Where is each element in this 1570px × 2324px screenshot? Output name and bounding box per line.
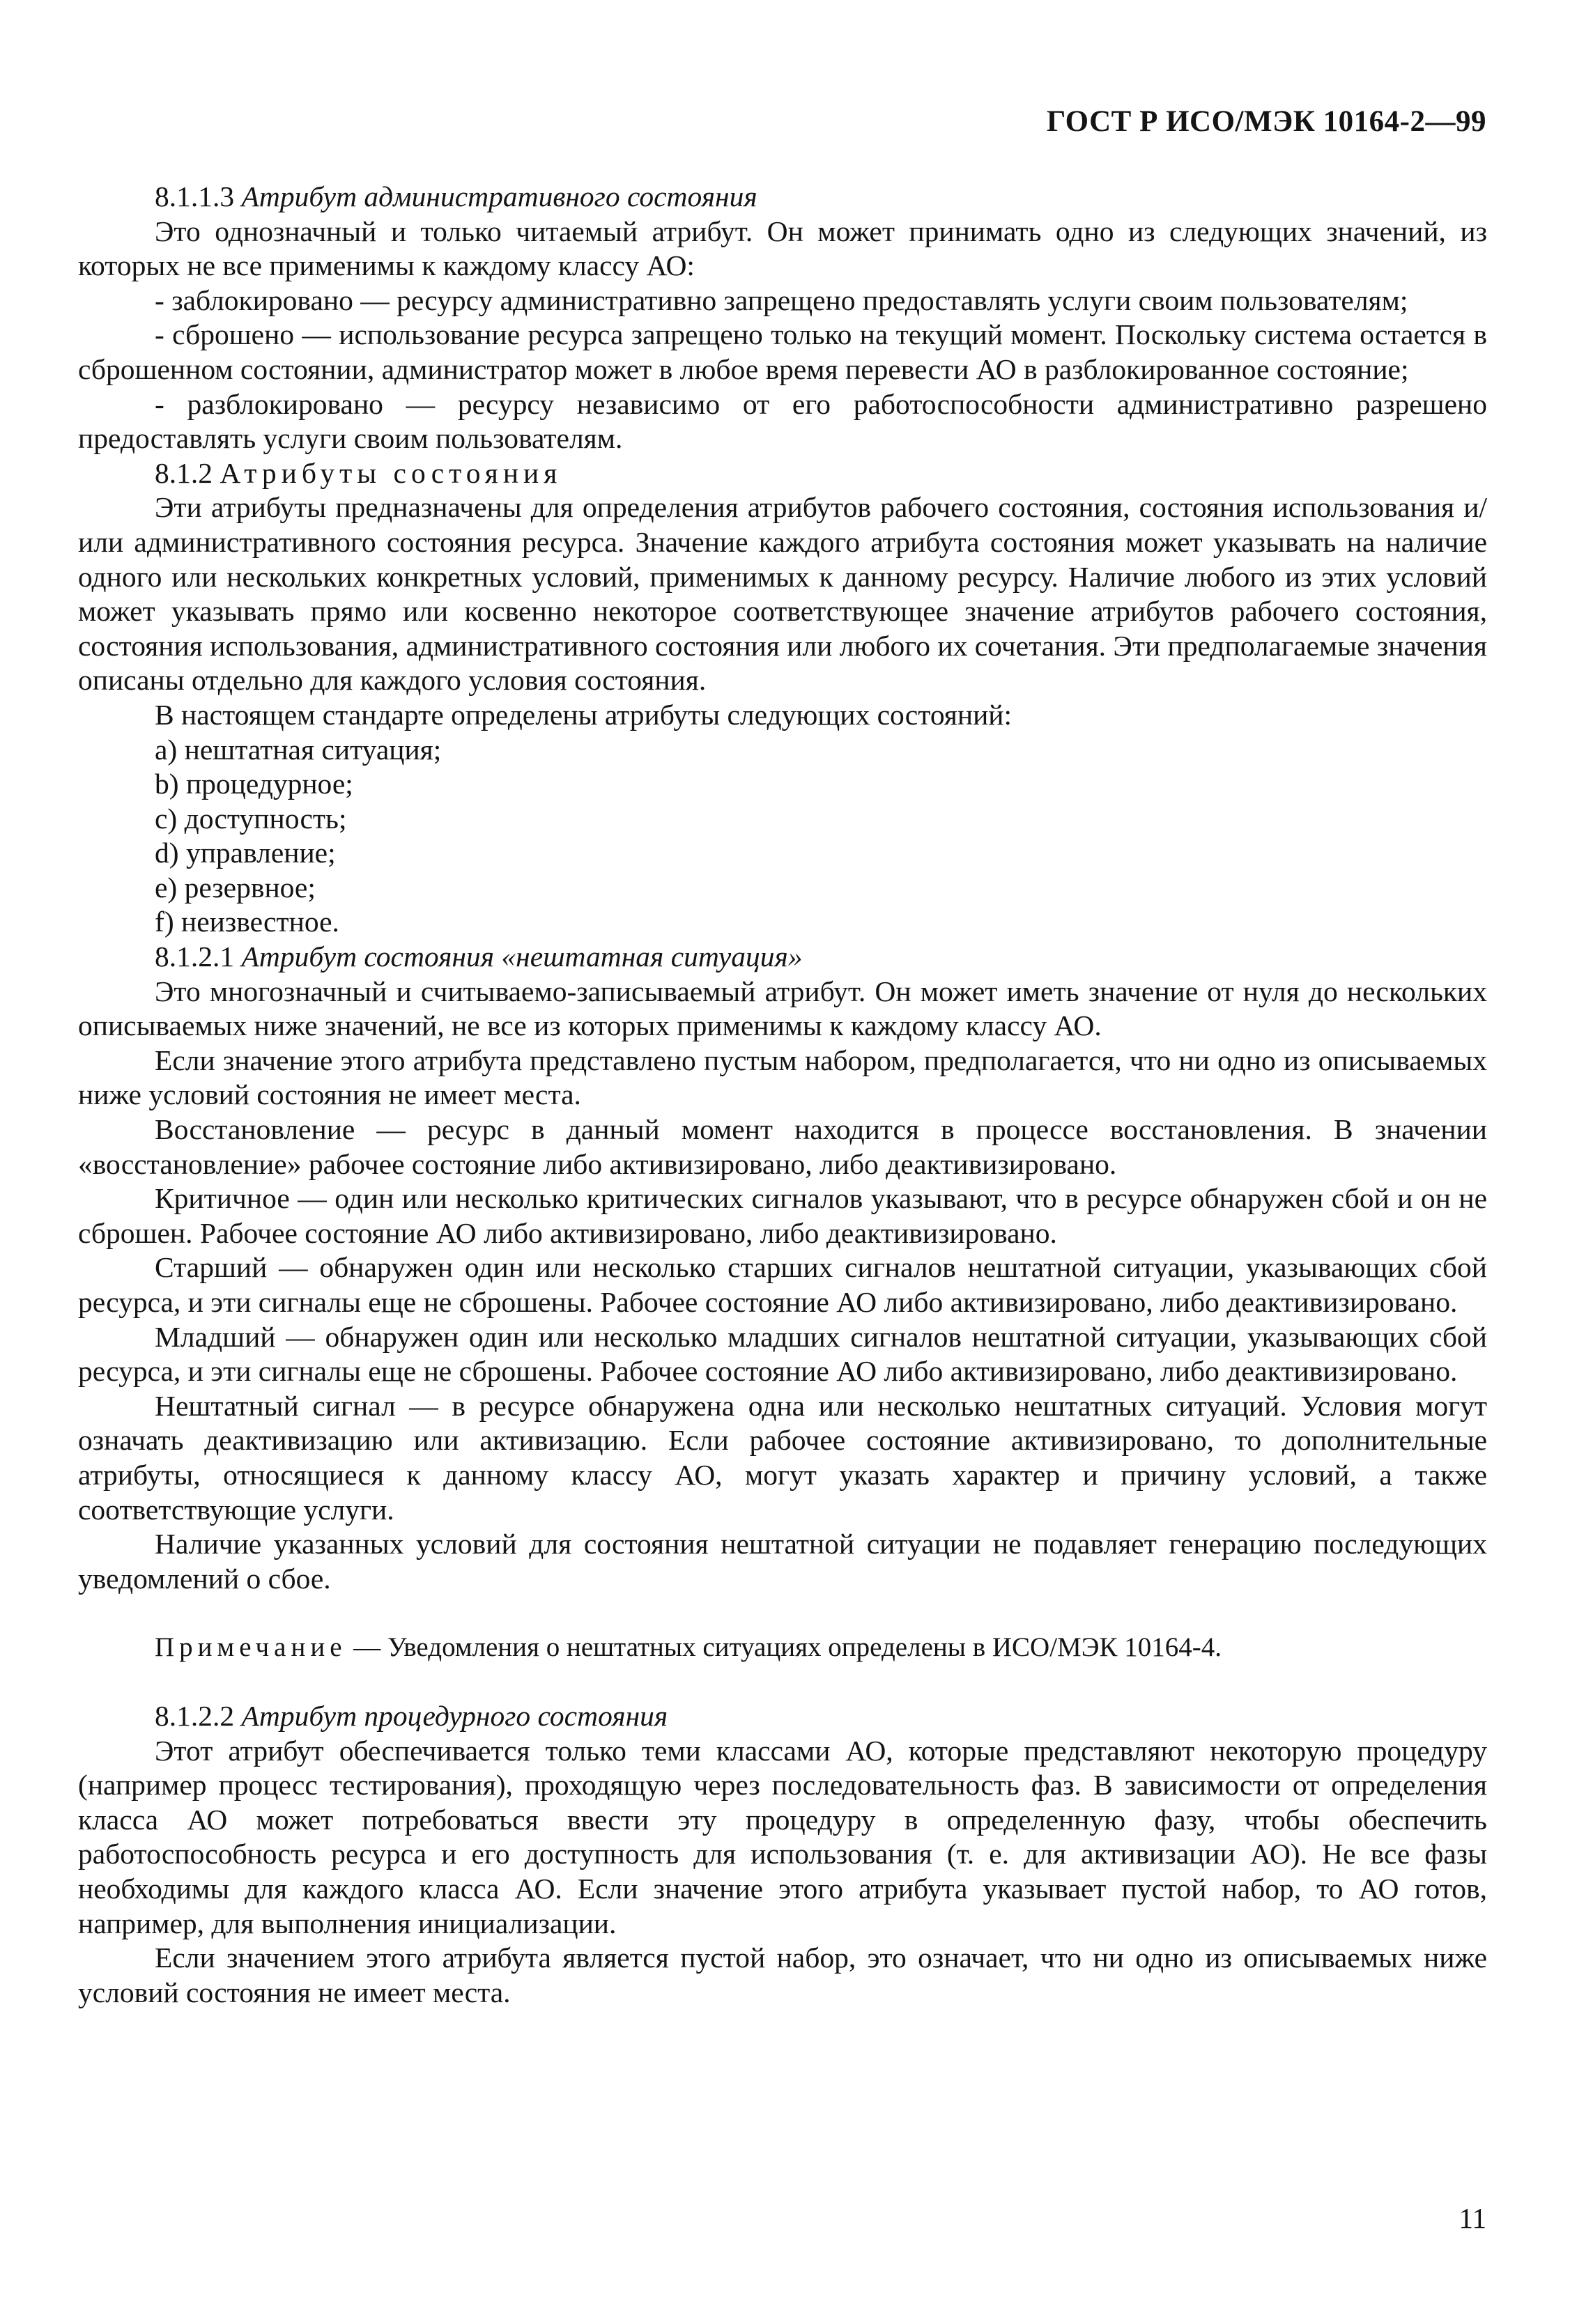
list-item: e) резервное; xyxy=(155,871,316,904)
section-number: 8.1.2.2 xyxy=(155,1699,235,1732)
list-item: a) нештатная ситуация; xyxy=(155,733,442,766)
paragraph: Наличие указанных условий для состояния нештатной ситуации не подавляет генерацию последующих уведомлений о сбое. xyxy=(78,1528,1487,1595)
section-title: Атрибут административного состояния xyxy=(241,180,757,212)
paragraph: Эти атрибуты предназначены для определения атрибутов рабочего состояния, состояния использования и/или административного состояния ресурса. Значение каждого атрибута состояния может указывать на наличие одного или нескольких конкретных условий, применимых к данному ресурсу. Наличие любого из этих условий может указывать прямо или косвенно некоторое соответствующее значение атрибутов рабочего состояния, состояния использования, административного состояния или любого их сочетания. Эти предполагаемые значения описаны отдельно для каждого условия состояния. xyxy=(78,491,1487,697)
section-number: 8.1.2 xyxy=(155,456,213,489)
section-title: Атрибуты состояния xyxy=(220,456,562,489)
paragraph-dash-item: - заблокировано — ресурсу административно запрещено предоставлять услуги своим пользователям; xyxy=(155,284,1408,316)
paragraph-dash-item: - сброшено — использование ресурса запрещено только на текущий момент. Поскольку система остается в сброшенном состоянии, администратор может в любое время перевести АО в разблокированное состояние; xyxy=(78,318,1487,385)
paragraph: Если значением этого атрибута является пустой набор, это означает, что ни одно из описываемых ниже условий состояния не имеет места. xyxy=(78,1942,1487,2008)
note xyxy=(78,1630,1487,1665)
page-number: 11 xyxy=(1459,2202,1486,2234)
section-title: Атрибут состояния «нештатная ситуация» xyxy=(241,940,803,973)
paragraph: Этот атрибут обеспечивается только теми классами АО, которые представляют некоторую процедуру (например процесс тестирования), проходящую через последовательность фаз. В зависимости от определения класса АО может потребоваться ввести эту процедуру в определенную фазу, чтобы обеспечить работоспособность ресурса и его доступность для использования (т. е. для активизации АО). Не все фазы необходимы для каждого класса АО. Если значение этого атрибута указывает пустой набор, то АО готов, например, для выполнения инициализации. xyxy=(78,1734,1487,1939)
paragraph: Нештатный сигнал — в ресурсе обнаружена одна или несколько нештатных ситуаций. Условия могут означать деактивизацию или активизацию. Если рабочее состояние активизировано, то дополнительные атрибуты, относящиеся к данному классу АО, могут указать характер и причину условий, а также соответствующие услуги. xyxy=(78,1389,1487,1526)
paragraph: Это многозначный и считываемо-записываемый атрибут. Он может иметь значение от нуля до нескольких описываемых ниже значений, не все из которых применимы к каждому классу АО. xyxy=(78,975,1487,1042)
paragraph: Младший — обнаружен один или несколько младших сигналов нештатной ситуации, указывающих сбой ресурса, и эти сигналы еще не сброшены. Рабочее состояние АО либо активизировано, либо деактивизировано. xyxy=(78,1320,1487,1388)
note-text: — Уведомления о нештатных ситуациях определены в ИСО/МЭК 10164-4. xyxy=(353,1632,1222,1663)
section-heading-8-1-2-1 xyxy=(78,940,1487,975)
paragraph: Восстановление — ресурс в данный момент находится в процессе восстановления. В значении «восстановление» рабочее состояние либо активизировано, либо деактивизировано. xyxy=(78,1113,1487,1180)
section-number: 8.1.2.1 xyxy=(155,940,235,973)
list-item: b) процедурное; xyxy=(155,768,353,800)
list-item: c) доступность; xyxy=(155,802,347,835)
paragraph: Если значение этого атрибута представлено пустым набором, предполагается, что ни одно из описываемых ниже условий состояния не имеет места. xyxy=(78,1044,1487,1111)
section-heading-8-1-2 xyxy=(78,456,1487,491)
document-code-header: ГОСТ Р ИСО/МЭК 10164-2—99 xyxy=(1046,105,1486,138)
section-number: 8.1.1.3 xyxy=(155,180,235,212)
paragraph: Старший — обнаружен один или несколько старших сигналов нештатной ситуации, указывающих сбой ресурса, и эти сигналы еще не сброшены. Рабочее состояние АО либо активизировано, либо деактивизировано. xyxy=(78,1251,1487,1318)
paragraph: Это однозначный и только читаемый атрибут. Он может принимать одно из следующих значений, из которых не все применимы к каждому классу АО: xyxy=(78,215,1487,282)
section-title: Атрибут процедурного состояния xyxy=(241,1699,668,1732)
section-heading-8-1-1-3 xyxy=(78,180,1487,215)
list-item: f) неизвестное. xyxy=(155,906,339,938)
paragraph-dash-item: - разблокировано — ресурсу независимо от его работоспособности административно разрешено предоставлять услуги своим пользователям. xyxy=(78,387,1487,455)
paragraph: В настоящем стандарте определены атрибуты следующих состояний: xyxy=(155,698,1013,731)
note-label: Примечание xyxy=(155,1632,347,1663)
document-body xyxy=(78,180,1487,2010)
list-item: d) управление; xyxy=(155,837,336,869)
section-heading-8-1-2-2 xyxy=(78,1699,1487,1734)
paragraph: Критичное — один или несколько критических сигналов указывают, что в ресурсе обнаружен сбой и он не сброшен. Рабочее состояние АО либо активизировано, либо деактивизировано. xyxy=(78,1182,1487,1249)
